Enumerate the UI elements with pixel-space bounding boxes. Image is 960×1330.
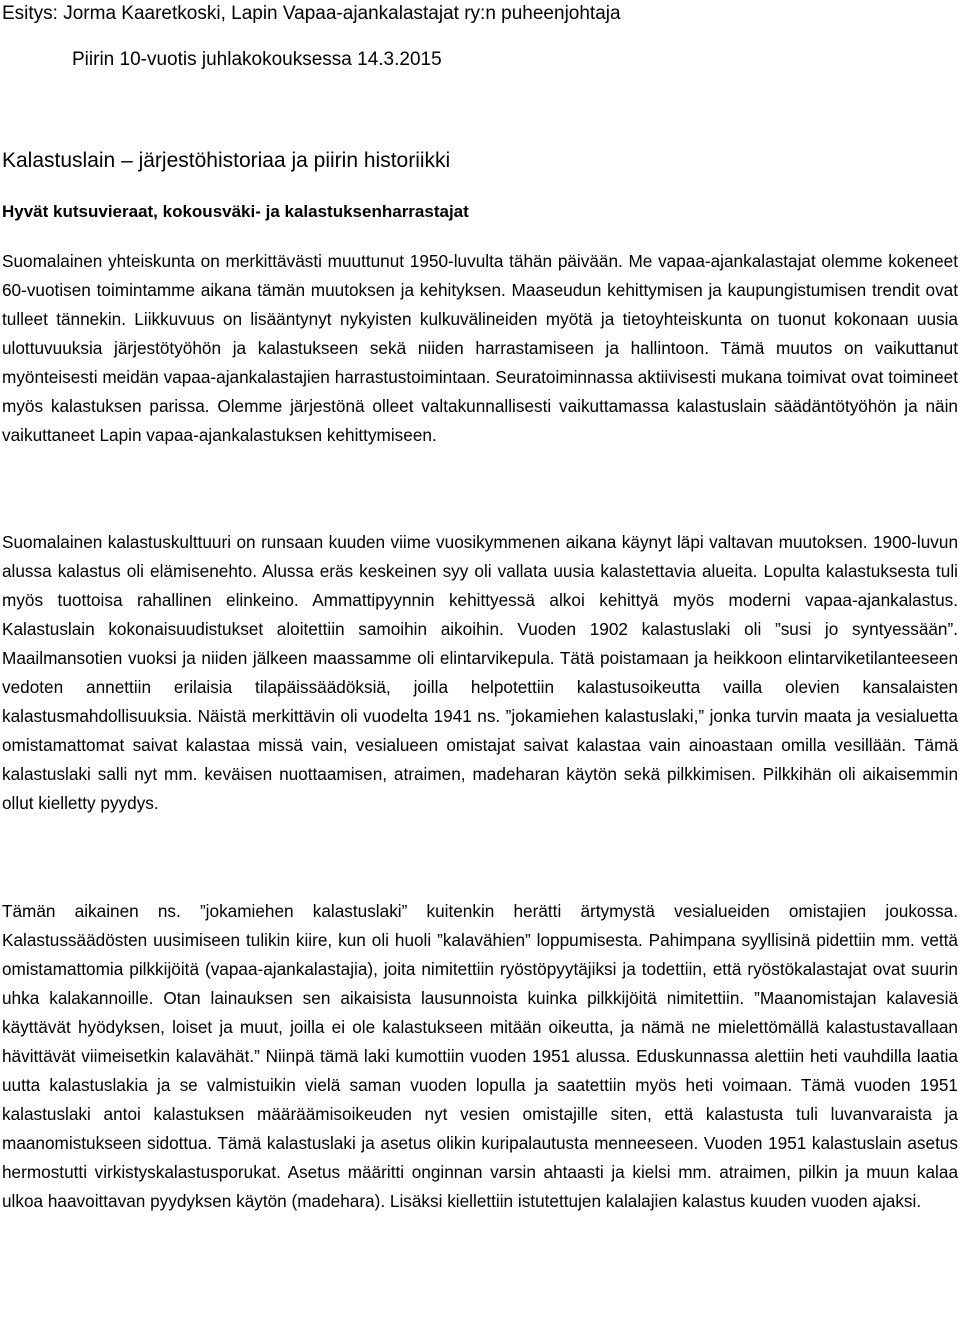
body-paragraph-2: Suomalainen kalastuskulttuuri on runsaan kuuden viime vuosikymmenen aikana käynyt läpi valtavan muutoksen. 1900-luvun alussa kalastus oli elämisenehto. Alussa eräs keskeinen syy oli vallata uusia kalastettavia alueita. Lopulta kalastuksesta tuli myös tuottoisa rahallinen elinkeino. Ammattipyynnin kehittyessä alkoi kehittyä myös moderni vapaa-ajankalastus. Kalastuslain kokonaisuudistukset aloitettiin samoihin aikoihin. Vuoden 1902 kalastuslaki oli ”susi jo syntyessään”. Maailmansotien vuoksi ja niiden jälkeen maassamme oli elintarvikepula. Tätä poistamaan ja heikkoon elintarviketilanteeseen vedoten annettiin erilaisia tilapäissäädöksiä, joilla helpotettiin kalastusoikeutta vailla olevien kansalaisten kalastusmahdollisuuksia. Näistä merkittävin oli vuodelta 1941 ns. ”jokamiehen kalastuslaki,” jonka turvin maata ja vesialuetta omistamattomat saivat kalastaa missä vain, vesialueen omistajat saivat kalastaa vain ainoastaan omilla vesillään. Tämä kalastuslaki salli nyt mm. keväisen nuottaamisen, atraimen, madeharan käytön sekä pilkkimisen. Pilkkihän oli aikaisemmin ollut kielletty pyydys. [2,532,958,813]
body-paragraph-1: Suomalainen yhteiskunta on merkittävästi muuttunut 1950-luvulta tähän päivään. Me vapaa-ajankalastajat olemme kokeneet 60-vuotisen toimintamme aikana tämän muutoksen ja kehityksen. Maaseudun kehittymisen ja kaupungistumisen trendit ovat tulleet tännekin. Liikkuvuus on lisääntynyt nykyisten kulkuvälineiden myötä ja tietoyhteiskunta on tuonut kokonaan uusia ulottuvuuksia järjestötyöhön ja kalastukseen sekä niiden harrastamiseen ja hallintoon. Tämä muutos on vaikuttanut myönteisesti meidän vapaa-ajankalastajien harrastustoimintaan. Seuratoiminnassa aktiivisesti mukana toimivat ovat toimineet myös kalastuksen parissa. Olemme järjestönä olleet valtakunnallisesti vaikuttamassa kalastuslain säädäntötyöhön ja näin vaikuttaneet Lapin vapaa-ajankalastuksen kehittymiseen. [2,251,958,445]
greeting-heading: Hyvät kutsuvieraat, kokousväki- ja kalastuksenharrastajat [2,202,469,221]
document-title: Kalastuslain – järjestöhistoriaa ja piirin historiikki [2,149,451,172]
presenter-line: Esitys: Jorma Kaaretkoski, Lapin Vapaa-ajankalastajat ry:n puheenjohtaja [2,3,621,24]
event-line: Piirin 10-vuotis juhlakokouksessa 14.3.2015 [72,49,442,70]
body-paragraph-3: Tämän aikainen ns. ”jokamiehen kalastuslaki” kuitenkin herätti ärtymystä vesialueiden omistajien joukossa. Kalastussäädösten uusimiseen tulikin kiire, kun oli huoli ”kalavähien” loppumisesta. Pahimpana syyllisinä pidettiin mm. vettä omistamattomia pilkkijöitä (vapaa-ajankalastajia), joita nimitettiin ryöstöpyytäjiksi ja todettiin, että ryöstökalastajat ovat suurin uhka kalakannoille. Otan lainauksen sen aikaisista lausunnoista kuinka pilkkijöitä nimitettiin. ”Maanomistajan kalavesiä käyttävät hyödyksen, loiset ja muut, joilla ei ole kalastukseen mitään oikeutta, ja nämä ne mielettömällä kalastustavallaan hävittävät viimeisetkin kalavähät.” Niinpä tämä laki kumottiin vuoden 1951 alussa. Eduskunnassa alettiin heti vauhdilla laatia uutta kalastuslakia ja se valmistuikin vielä saman vuoden lopulla ja saatettiin myös heti voimaan. Tämä vuoden 1951 kalastuslaki antoi kalastuksen määräämisoikeuden nyt vesien omistajille siten, että kalastusta tuli luvanvaraista ja maanomistukseen sidottua. Tämä kalastuslaki ja asetus olikin kuripalautusta menneeseen. Vuoden 1951 kalastuslain asetus hermostutti virkistyskalastusporukat. Asetus määritti onginnan varsin ahtaasti ja kielsi mm. atraimen, pilkin ja muun kalaa ulkoa haavoittavan pyydyksen käytön (madehara). Lisäksi kiellettiin istutettujen kalalajien kalastus kuuden vuoden ajaksi. [2,901,958,1211]
